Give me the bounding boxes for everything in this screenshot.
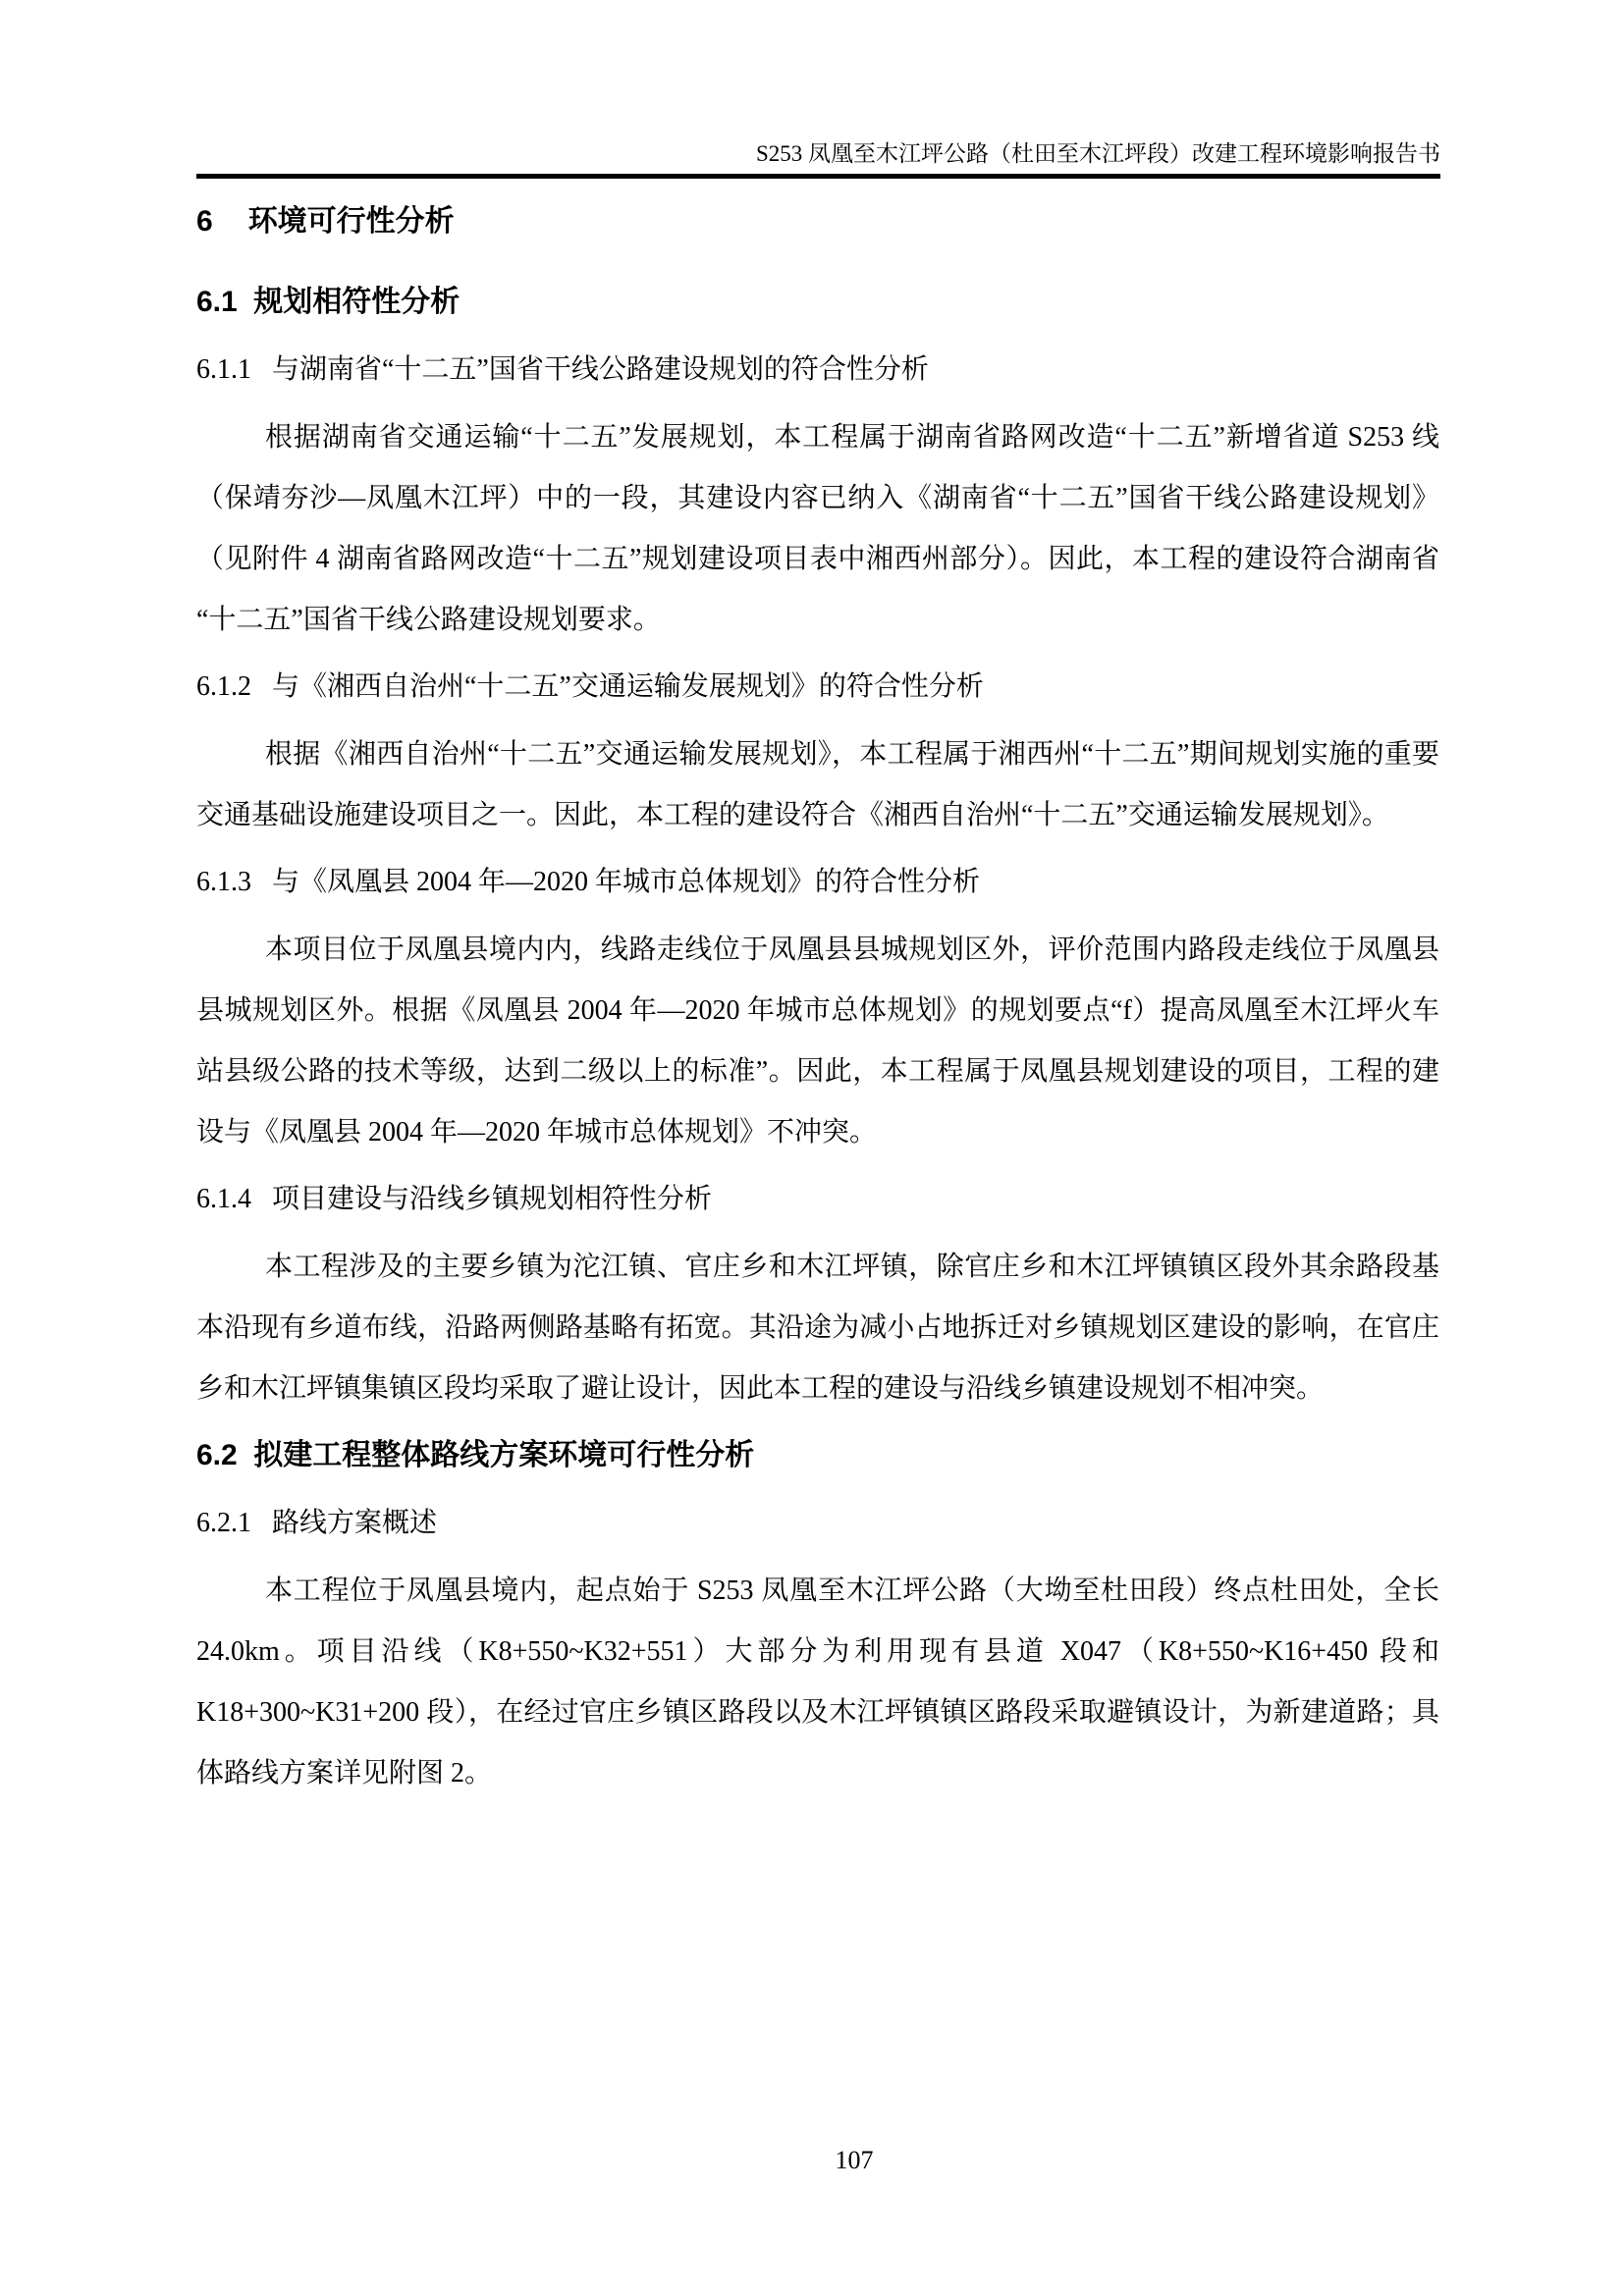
heading-6-2-1-number: 6.2.1 <box>196 1508 251 1538</box>
heading-6-1-3 <box>196 852 1439 913</box>
heading-6-2-1-title: 路线方案概述 <box>272 1508 438 1538</box>
heading-6-2 <box>196 1425 1439 1486</box>
heading-6-number: 6 <box>196 205 213 238</box>
paragraph-6-2-1: 本工程位于凤凰县境内，起点始于 S253 凤凰至木江坪公路（大坳至杜田段）终点杜田处，全长 24.0km。项目沿线（K8+550~K32+551）大部分为利用现有县道 X047（K8+550~K16+450 段和 K18+300~K31+200 段），在经过官庄乡镇区路段以及木江坪镇镇区路段采取避镇设计，为新建道路；具体路线方案详见附图 2。 <box>196 1575 1439 1789</box>
heading-6-1-4-number: 6.1.4 <box>196 1184 251 1214</box>
document-content <box>196 186 1439 1804</box>
heading-6-2-1 <box>196 1493 1439 1554</box>
heading-6-2-title: 拟建工程整体路线方案环境可行性分析 <box>253 1439 755 1471</box>
heading-6-1-4 <box>196 1169 1439 1230</box>
heading-6-1-1 <box>196 340 1439 400</box>
heading-6-1-2 <box>196 657 1439 718</box>
heading-6-1-3-title: 与《凤凰县 2004 年—2020 年城市总体规划》的符合性分析 <box>272 867 981 897</box>
heading-6-1-title: 规划相符性分析 <box>253 286 460 318</box>
header-rule <box>196 174 1440 179</box>
paragraph-6-1-2: 根据《湘西自治州“十二五”交通运输发展规划》，本工程属于湘西州“十二五”期间规划实施的重要交通基础设施建设项目之一。因此，本工程的建设符合《湘西自治州“十二五”交通运输发展规划》。 <box>196 739 1439 830</box>
heading-6-1-2-number: 6.1.2 <box>196 671 251 702</box>
heading-6 <box>196 191 1439 252</box>
page-number: 107 <box>835 2146 874 2174</box>
heading-6-1-3-number: 6.1.3 <box>196 867 251 897</box>
heading-6-1-4-title: 项目建设与沿线乡镇规划相符性分析 <box>272 1184 713 1214</box>
heading-6-1 <box>196 272 1439 333</box>
heading-6-1-number: 6.1 <box>196 286 238 318</box>
heading-6-1-1-title: 与湖南省“十二五”国省干线公路建设规划的符合性分析 <box>272 354 929 385</box>
heading-6-1-1-number: 6.1.1 <box>196 354 251 385</box>
paragraph-6-1-4: 本工程涉及的主要乡镇为沱江镇、官庄乡和木江坪镇，除官庄乡和木江坪镇镇区段外其余路段基本沿现有乡道布线，沿路两侧路基略有拓宽。其沿途为减小占地拆迁对乡镇规划区建设的影响，在官庄乡和木江坪镇集镇区段均采取了避让设计，因此本工程的建设与沿线乡镇建设规划不相冲突。 <box>196 1252 1439 1404</box>
paragraph-6-1-1: 根据湖南省交通运输“十二五”发展规划，本工程属于湖南省路网改造“十二五”新增省道 S253 线（保靖夯沙—凤凰木江坪）中的一段，其建设内容已纳入《湖南省“十二五”国省干线公路建设规划》（见附件 4 湖南省路网改造“十二五”规划建设项目表中湘西州部分）。因此，本工程的建设符合湖南省“十二五”国省干线公路建设规划要求。 <box>196 422 1439 635</box>
heading-6-title: 环境可行性分析 <box>247 205 455 238</box>
page-header-title: S253 凤凰至木江坪公路（杜田至木江坪段）改建工程环境影响报告书 <box>755 141 1440 166</box>
paragraph-6-1-3: 本项目位于凤凰县境内内，线路走线位于凤凰县县城规划区外，评价范围内路段走线位于凤凰县县城规划区外。根据《凤凰县 2004 年—2020 年城市总体规划》的规划要点“f）提高凤凰至木江坪火车站县级公路的技术等级，达到二级以上的标准”。因此，本工程属于凤凰县规划建设的项目，工程的建设与《凤凰县 2004 年—2020 年城市总体规划》不冲突。 <box>196 934 1439 1148</box>
heading-6-1-2-title: 与《湘西自治州“十二五”交通运输发展规划》的符合性分析 <box>272 671 984 702</box>
heading-6-2-number: 6.2 <box>196 1439 238 1471</box>
